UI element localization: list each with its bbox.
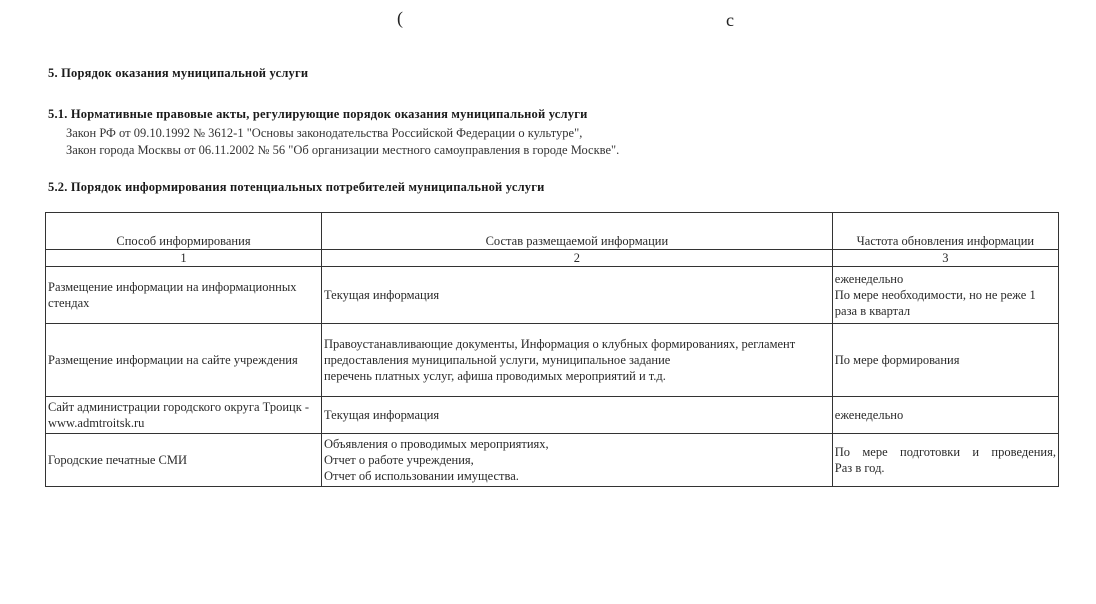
table-header-row [46, 213, 1059, 250]
content-line: Отчет об использовании имущества. [323, 469, 519, 483]
section-5-1-title: 5.1. Нормативные правовые акты, регулирующие порядок оказания муниципальной услуги [48, 107, 588, 121]
scan-mark-right: c [726, 10, 734, 30]
column-number: 1 [46, 250, 322, 267]
row-frequency [832, 434, 1058, 487]
header-method: Способ информирования [46, 213, 322, 250]
table-row [46, 267, 1059, 324]
scan-mark-left: ( [397, 8, 403, 28]
law-reference-1: Закон РФ от 09.10.1992 № 3612-1 "Основы законодательства Российской Федерации о культуре", [66, 126, 583, 140]
row-content [321, 267, 832, 324]
frequency-line: По мере формирования [834, 353, 960, 367]
header-content: Состав размещаемой информации [321, 213, 832, 250]
content-line: Текущая информация [323, 408, 440, 422]
content-line: Текущая информация [323, 288, 440, 302]
row-content [321, 324, 832, 397]
law-reference-2: Закон города Москвы от 06.11.2002 № 56 "Об организации местного самоуправления в городе Москве". [66, 143, 620, 157]
row-content [321, 434, 832, 487]
frequency-line: По мере необходимости, но не реже 1 раза в квартал [834, 288, 1036, 318]
information-methods-table [45, 212, 1059, 487]
content-line: Отчет о работе учреждения, [323, 453, 474, 467]
table-row [46, 397, 1059, 434]
row-content [321, 397, 832, 434]
section-5-title: 5. Порядок оказания муниципальной услуги [48, 66, 309, 80]
row-frequency [832, 397, 1058, 434]
content-line: Объявления о проводимых мероприятиях, [323, 437, 549, 451]
content-line: перечень платных услуг, афиша проводимых мероприятий и т.д. [323, 369, 666, 383]
content-line: Правоустанавливающие документы, Информация о клубных формированиях, регламент предоставления муниципальной услуги, муниципальное задание [323, 337, 796, 367]
row-frequency [832, 324, 1058, 397]
column-number: 2 [321, 250, 832, 267]
table-row [46, 324, 1059, 397]
frequency-line: еженедельно [834, 408, 904, 422]
row-method: Размещение информации на сайте учреждения [46, 324, 322, 397]
frequency-line: еженедельно [834, 272, 904, 286]
row-method: Сайт администрации городского округа Троицк - www.admtroitsk.ru [46, 397, 322, 434]
frequency-line: Раз в год. [834, 461, 885, 475]
frequency-line: По мере подготовки и проведения, [834, 445, 1056, 459]
section-5-2-title: 5.2. Порядок информирования потенциальных потребителей муниципальной услуги [48, 180, 545, 194]
table-row [46, 434, 1059, 487]
row-frequency [832, 267, 1058, 324]
row-method: Размещение информации на информационных стендах [46, 267, 322, 324]
table-number-row [46, 250, 1059, 267]
column-number: 3 [832, 250, 1058, 267]
header-frequency: Частота обновления информации [832, 213, 1058, 250]
row-method: Городские печатные СМИ [46, 434, 322, 487]
